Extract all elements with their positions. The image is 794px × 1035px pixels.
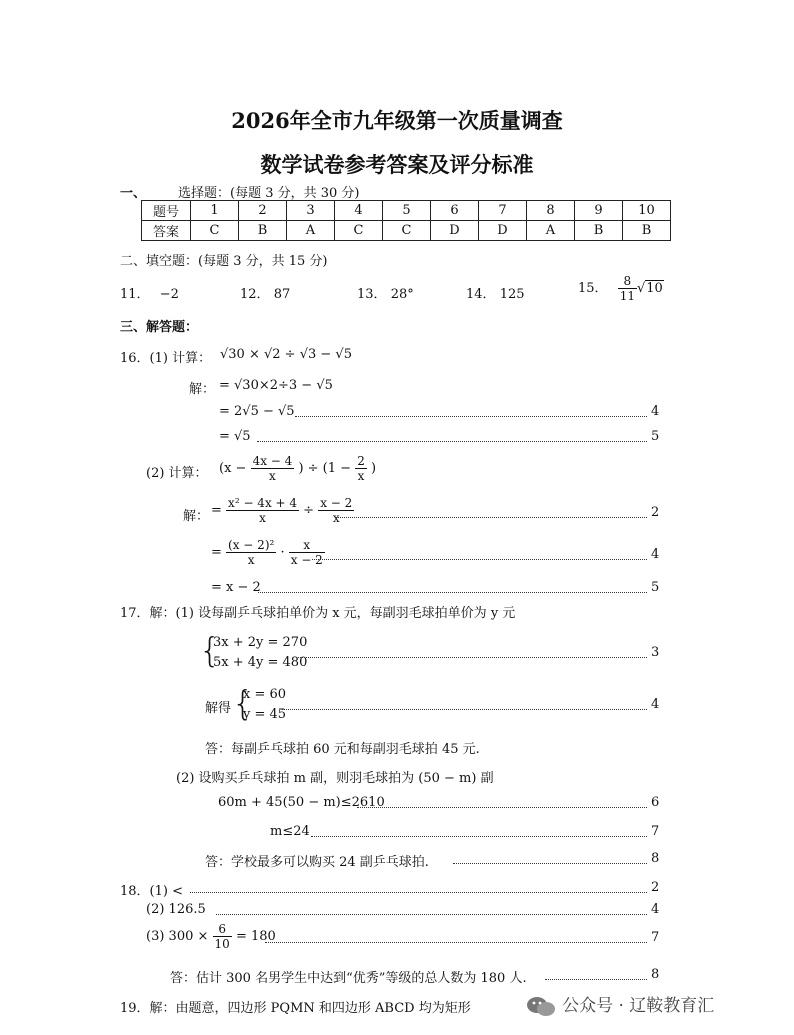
answer-cell: C bbox=[191, 221, 239, 241]
q16-p1-line2: = 2√5 − √5 bbox=[219, 404, 295, 419]
frac-denominator: x bbox=[247, 553, 255, 567]
frac-numerator: x − 2 bbox=[320, 496, 353, 510]
q18-answer: 答：估计 300 名男学生中达到“优秀”等级的总人数为 180 人. bbox=[170, 971, 527, 986]
watermark bbox=[525, 991, 714, 1020]
answer-cell: A bbox=[287, 221, 335, 241]
expr-part: = 180 bbox=[235, 929, 276, 944]
q17-intro: 17．解：(1) 设每副乒乓球拍单价为 x 元，每副羽毛球拍单价为 y 元 bbox=[120, 606, 516, 621]
q17-answer1: 答：每副乒乓球拍 60 元和每副羽毛球拍 45 元. bbox=[205, 742, 480, 757]
q17-eq1: 3x + 2y = 270 bbox=[213, 635, 308, 650]
expr-part: = bbox=[211, 503, 222, 518]
expr-fraction bbox=[289, 538, 325, 567]
expr-part: ÷ bbox=[303, 503, 315, 518]
expr-fraction bbox=[355, 454, 367, 483]
q16-p1-label: 16．(1) 计算： bbox=[120, 351, 212, 366]
q17-sol1: x = 60 bbox=[243, 687, 287, 702]
q16-p1-sol: 解： bbox=[189, 382, 216, 397]
watermark-text: 公众号 · 辽鞍教育汇 bbox=[562, 996, 715, 1016]
score-point: 3 bbox=[651, 645, 660, 660]
score-point: 7 bbox=[651, 930, 660, 945]
brace-icon: { bbox=[232, 684, 254, 724]
sqrt-icon: √ bbox=[636, 281, 646, 296]
fill-item bbox=[240, 283, 290, 302]
fill-num: 12． bbox=[240, 287, 270, 302]
row-head-question: 题号 bbox=[142, 201, 191, 221]
fill-value: 125 bbox=[499, 287, 525, 302]
fill-value: 28° bbox=[390, 287, 414, 302]
expr-fraction bbox=[226, 538, 276, 567]
expr-part: (3) 300 × bbox=[146, 929, 209, 944]
q17-solve-label: 解得 bbox=[205, 701, 232, 716]
question-number: 6 bbox=[431, 201, 479, 221]
frac-numerator: 8 bbox=[618, 274, 637, 289]
score-point: 8 bbox=[651, 967, 660, 982]
answer-cell: C bbox=[383, 221, 431, 241]
expr-part: ) bbox=[370, 461, 377, 476]
q16-p2-line1 bbox=[211, 496, 354, 525]
q16-p2-line2 bbox=[211, 538, 325, 567]
fill-item bbox=[466, 283, 525, 302]
fill-num: 11． bbox=[120, 287, 150, 302]
q16-p2-expr bbox=[219, 454, 376, 483]
fill-value: 87 bbox=[273, 287, 291, 302]
expr-fraction bbox=[318, 496, 354, 525]
expr-part: · bbox=[280, 545, 285, 560]
leader-dots bbox=[357, 807, 647, 808]
section2-label: 二、填空题：(每题 3 分，共 15 分) bbox=[120, 254, 328, 269]
score-point: 7 bbox=[651, 824, 660, 839]
frac-denominator: x bbox=[269, 469, 276, 483]
score-point: 4 bbox=[651, 547, 660, 562]
answer-row bbox=[142, 221, 671, 241]
frac-numerator: 6 bbox=[213, 922, 232, 937]
question-number: 2 bbox=[239, 201, 287, 221]
question-row bbox=[142, 201, 671, 221]
fill-fraction bbox=[618, 274, 637, 303]
q17-p2: (2) 设购买乒乓球拍 m 副，则羽毛球拍为 (50 − m) 副 bbox=[176, 771, 494, 786]
expr-fraction bbox=[226, 496, 299, 525]
wechat-icon bbox=[525, 994, 557, 1020]
score-point: 5 bbox=[651, 580, 660, 595]
score-point: 6 bbox=[651, 795, 660, 810]
answer-table bbox=[141, 200, 671, 241]
fill-item bbox=[120, 283, 179, 302]
row-head-answer: 答案 bbox=[142, 221, 191, 241]
answer-cell: B bbox=[575, 221, 623, 241]
q18-p3 bbox=[146, 922, 276, 951]
q17-eq2: 5x + 4y = 480 bbox=[213, 655, 308, 670]
frac-numerator: 2 bbox=[357, 454, 365, 468]
score-point: 4 bbox=[651, 697, 660, 712]
expr-fraction bbox=[251, 454, 295, 483]
fill-item bbox=[578, 274, 664, 303]
score-point: 5 bbox=[651, 429, 660, 444]
frac-denominator: x bbox=[332, 511, 340, 525]
question-number: 8 bbox=[527, 201, 575, 221]
question-number: 4 bbox=[335, 201, 383, 221]
leader-dots bbox=[295, 416, 647, 417]
question-number: 3 bbox=[287, 201, 335, 221]
q17-sol2: y = 45 bbox=[243, 707, 287, 722]
page-title: 2026年全市九年级第一次质量调查 bbox=[231, 108, 563, 133]
leader-dots bbox=[336, 517, 647, 518]
q16-p1-line3: = √5 bbox=[219, 429, 251, 444]
score-point: 2 bbox=[651, 505, 660, 520]
question-number: 1 bbox=[191, 201, 239, 221]
frac-numerator: x² − 4x + 4 bbox=[228, 496, 298, 510]
leader-dots bbox=[216, 914, 647, 915]
answer-cell: A bbox=[527, 221, 575, 241]
q16-p2-label: (2) 计算： bbox=[146, 466, 208, 481]
score-point: 8 bbox=[651, 851, 660, 866]
radicand: 10 bbox=[646, 281, 663, 296]
leader-dots bbox=[190, 892, 647, 893]
q17-answer2: 答：学校最多可以购买 24 副乒乓球拍. bbox=[205, 855, 429, 870]
expr-part: (x − bbox=[219, 461, 247, 476]
expr-fraction bbox=[213, 922, 232, 951]
leader-dots bbox=[258, 592, 647, 593]
score-point: 4 bbox=[651, 404, 660, 419]
answer-cell: B bbox=[239, 221, 287, 241]
leader-dots bbox=[282, 709, 647, 710]
q17-result: m≤24 bbox=[270, 824, 310, 839]
frac-denominator: x bbox=[259, 511, 266, 525]
brace-icon: { bbox=[199, 631, 221, 671]
frac-numerator: (x − 2)² bbox=[228, 538, 275, 552]
frac-denominator: x − 2 bbox=[290, 553, 323, 567]
q18-p2: (2) 126.5 bbox=[146, 902, 206, 917]
frac-denominator: 10 bbox=[214, 937, 230, 951]
q18-p1: 18．(1) < bbox=[120, 884, 183, 899]
q16-p2-line3: = x − 2 bbox=[211, 580, 261, 595]
fill-value: −2 bbox=[159, 287, 179, 302]
score-point: 2 bbox=[651, 880, 660, 895]
section1-num: 一、 bbox=[120, 186, 147, 201]
fill-num: 13． bbox=[357, 287, 387, 302]
section3-label: 三、解答题： bbox=[120, 320, 199, 335]
q16-p1-line1: = √30×2÷3 − √5 bbox=[219, 378, 333, 393]
question-number: 7 bbox=[479, 201, 527, 221]
leader-dots bbox=[257, 441, 647, 442]
frac-numerator: x bbox=[289, 538, 325, 553]
answer-cell: B bbox=[623, 221, 671, 241]
page-subtitle: 数学试卷参考答案及评分标准 bbox=[260, 152, 534, 177]
frac-denominator: x bbox=[357, 469, 365, 483]
q19-text: 19．解：由题意，四边形 PQMN 和四边形 ABCD 均为矩形 bbox=[120, 1001, 471, 1016]
fill-num: 15． bbox=[578, 281, 608, 296]
leader-dots bbox=[312, 559, 647, 560]
q16-p2-sol: 解： bbox=[183, 509, 210, 524]
question-number: 5 bbox=[383, 201, 431, 221]
section1-label: 选择题：(每题 3 分，共 30 分) bbox=[178, 186, 360, 201]
leader-dots bbox=[296, 657, 647, 658]
expr-part: = bbox=[211, 545, 222, 560]
fill-num: 14． bbox=[466, 287, 496, 302]
frac-numerator: 4x − 4 bbox=[252, 454, 293, 468]
question-number: 10 bbox=[623, 201, 671, 221]
q17-inequality: 60m + 45(50 − m)≤2610 bbox=[218, 795, 385, 810]
score-point: 4 bbox=[651, 902, 660, 917]
expr-part: ) ÷ (1 − bbox=[298, 461, 352, 476]
leader-dots bbox=[545, 979, 647, 980]
leader-dots bbox=[311, 836, 647, 837]
leader-dots bbox=[453, 863, 647, 864]
question-number: 9 bbox=[575, 201, 623, 221]
leader-dots bbox=[265, 942, 647, 943]
answer-cell: D bbox=[431, 221, 479, 241]
q16-p1-expr: √30 × √2 ÷ √3 − √5 bbox=[220, 347, 352, 362]
fill-item bbox=[357, 283, 414, 302]
answer-cell: C bbox=[335, 221, 383, 241]
answer-cell: D bbox=[479, 221, 527, 241]
frac-denominator: 11 bbox=[619, 289, 635, 303]
